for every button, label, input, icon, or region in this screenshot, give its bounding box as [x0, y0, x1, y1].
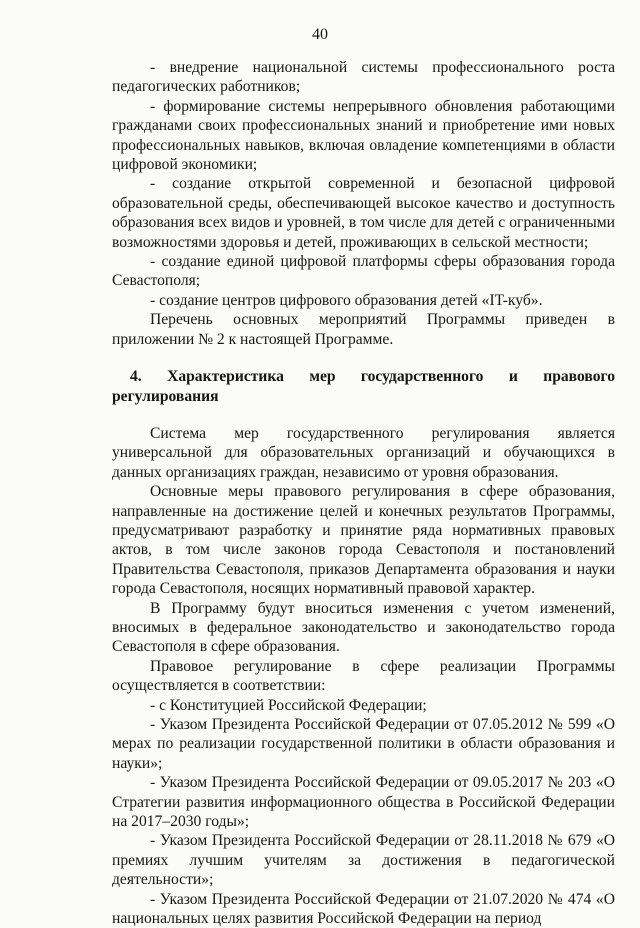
paragraph: Система мер государственного регулирования является универсальной для образовательных организаций и обучающихся в данных организациях граждан, независимо от уровня образования. — [112, 424, 615, 481]
paragraph: Перечень основных мероприятий Программы приведен в приложении № 2 к настоящей Программе. — [112, 311, 615, 348]
list-item: - Указом Президента Российской Федерации от 28.11.2018 № 679 «О премиях лучшим учителям за достижения в педагогической деятельности»; — [112, 832, 615, 889]
paragraph: Правовое регулирование в сфере реализации Программы осуществляется в соответствии: — [112, 657, 615, 695]
section-heading: 4. Характеристика мер государственного и правового регулирования — [112, 368, 615, 405]
list-item: - создание центров цифрового образования детей «IT-куб». — [150, 291, 543, 309]
document-body — [112, 58, 615, 928]
list-item: - создание единой цифровой платформы сферы образования города Севастополя; — [112, 253, 615, 290]
list-item: - создание открытой современной и безопасной цифровой образовательной среды, обеспечивающей высокое качество и доступность образования всех видов и уровней, в том числе для детей с ограниченными возможностями здоровья и детей, проживающих в сельской местности; — [112, 175, 615, 251]
list-item: - Указом Президента Российской Федерации от 07.05.2012 № 599 «О мерах по реализации государственной политики в области образования и науки»; — [112, 716, 615, 772]
page-number: 40 — [312, 26, 328, 43]
paragraph: Основные меры правового регулирования в сфере образования, направленные на достижение целей и конечных результатов Программы, предусматривают разработку и принятие ряда нормативных правовых актов, в том числе законов города Севастополя и постановлений Правительства Севастополя, приказов Департамента образования и науки города Севастополя, носящих нормативный правовой характер. — [112, 483, 615, 598]
list-item: - внедрение национальной системы профессионального роста педагогических работников; — [112, 59, 615, 96]
list-item: - формирование системы непрерывного обновления работающими гражданами своих профессиональных знаний и приобретение ими новых профессиональных навыков, включая овладение компетенциями в области цифровой экономики; — [112, 97, 615, 174]
list-item: - Указом Президента Российской Федерации от 09.05.2017 № 203 «О Стратегии развития информационного общества в Российской Федерации на 2017–2030 годы»; — [112, 774, 615, 831]
list-item: - с Конституцией Российской Федерации; — [150, 696, 427, 714]
paragraph: В Программу будут вноситься изменения с учетом изменений, вносимых в федеральное законодательство и законодательство города Севастополя в сфере образования. — [112, 599, 615, 656]
list-item: - Указом Президента Российской Федерации от 21.07.2020 № 474 «О национальных целях развития Российской Федерации на период — [112, 890, 615, 928]
